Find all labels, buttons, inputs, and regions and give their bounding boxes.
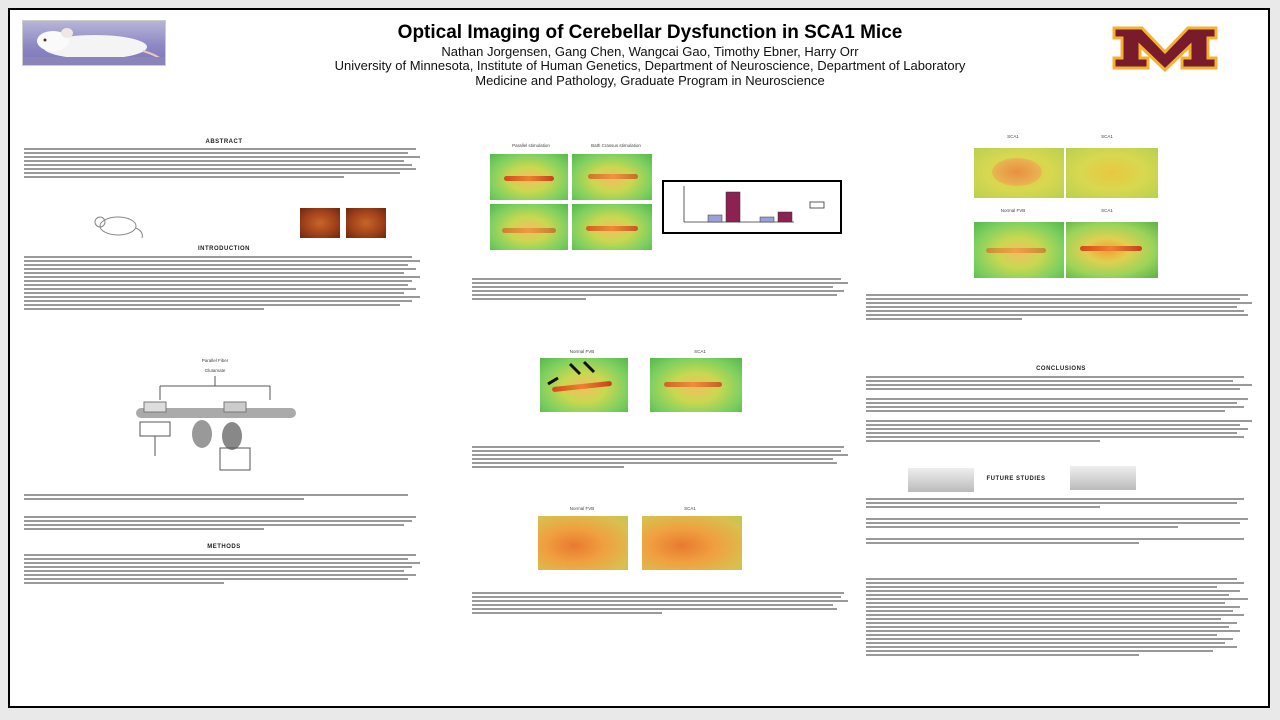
poster	[8, 8, 1270, 708]
figure-3-image-normal	[540, 358, 628, 412]
figure-2-image-3	[490, 204, 568, 250]
signaling-diagram	[120, 358, 310, 478]
figure-2-label-right: Bath Crassus stimulation	[591, 143, 641, 148]
figure-5-label-tl: SCA1	[1007, 134, 1019, 139]
bar-4	[778, 212, 792, 222]
methods-text	[24, 554, 424, 586]
introduction-heading: INTRODUCTION	[198, 246, 250, 252]
figure-thumbnail-2	[346, 208, 386, 238]
figure-thumbnail-1	[300, 208, 340, 238]
figure-4-image-sca1	[642, 516, 742, 570]
mouse-sketch	[86, 208, 146, 240]
figure-4-label-right: SCA1	[684, 506, 696, 511]
future-studies-photo-1	[908, 468, 974, 492]
conclusions-text	[866, 376, 1256, 444]
figure-3-label-right: SCA1	[694, 349, 706, 354]
references-list	[866, 578, 1256, 658]
minnesota-m-logo	[1110, 24, 1220, 72]
diagram-label-parallel-fiber: Parallel Fiber	[201, 358, 229, 363]
abstract-heading: ABSTRACT	[205, 139, 243, 145]
figure-2-image-2	[572, 154, 652, 200]
figure-2-label-left: Parallel stimulation	[512, 143, 550, 148]
university-logo	[1110, 24, 1220, 72]
mouse-photo	[22, 20, 166, 66]
future-studies-photo-2	[1070, 466, 1136, 490]
poster-authors: Nathan Jorgensen, Gang Chen, Wangcai Gao, Timothy Ebner, Harry Orr	[441, 44, 859, 59]
figure-4-image-normal	[538, 516, 628, 570]
figure-2-caption	[472, 278, 852, 302]
figure-2-image-4	[572, 204, 652, 250]
poster-title: Optical Imaging of Cerebellar Dysfunction in SCA1 Mice	[397, 22, 903, 43]
chart-legend	[810, 202, 824, 208]
affiliation-line-2: Medicine and Pathology, Graduate Program in Neuroscience	[475, 73, 825, 88]
future-studies-text	[866, 498, 1256, 546]
figure-3-image-sca1	[650, 358, 742, 412]
figure-5-image-bl	[974, 222, 1064, 278]
figure-4-label-left: Normal FVB	[569, 506, 595, 511]
bar-3	[760, 217, 774, 222]
affiliation-line-1: University of Minnesota, Institute of Human Genetics, Department of Neuroscience, Department of Laboratory	[334, 58, 966, 73]
bar-chart-svg	[664, 182, 836, 228]
introduction-text	[24, 256, 424, 312]
poster-affiliation	[190, 58, 1110, 88]
conclusions-heading: CONCLUSIONS	[1036, 366, 1086, 372]
figure-1-caption	[24, 494, 424, 502]
figure-4-caption	[472, 592, 852, 616]
figure-5-label-br: SCA1	[1101, 208, 1113, 213]
figure-5-image-tl	[974, 148, 1064, 198]
bar-1	[708, 215, 722, 222]
future-studies-heading: FUTURE STUDIES	[986, 476, 1046, 482]
figure-5-label-tr: SCA1	[1101, 134, 1113, 139]
figure-5-label-bl: Normal FVB	[1000, 208, 1026, 213]
diagram-label-glutamate: Glutamate	[204, 368, 226, 373]
figure-5-image-br	[1066, 222, 1158, 278]
figure-3-label-left: Normal FVB	[569, 349, 595, 354]
figure-3-arrows	[540, 358, 628, 412]
figure-1-diagram	[120, 358, 310, 478]
abstract-text	[24, 148, 424, 180]
figure-2-image-1	[490, 154, 568, 200]
figure-2-bar-chart	[662, 180, 842, 234]
figure-5-image-tr	[1066, 148, 1158, 198]
methods-heading: METHODS	[207, 544, 241, 550]
hypothesis-text	[24, 516, 424, 532]
figure-3-caption	[472, 446, 852, 470]
figure-5-caption	[866, 294, 1256, 322]
mouse-image	[23, 21, 165, 65]
bar-2	[726, 192, 740, 222]
